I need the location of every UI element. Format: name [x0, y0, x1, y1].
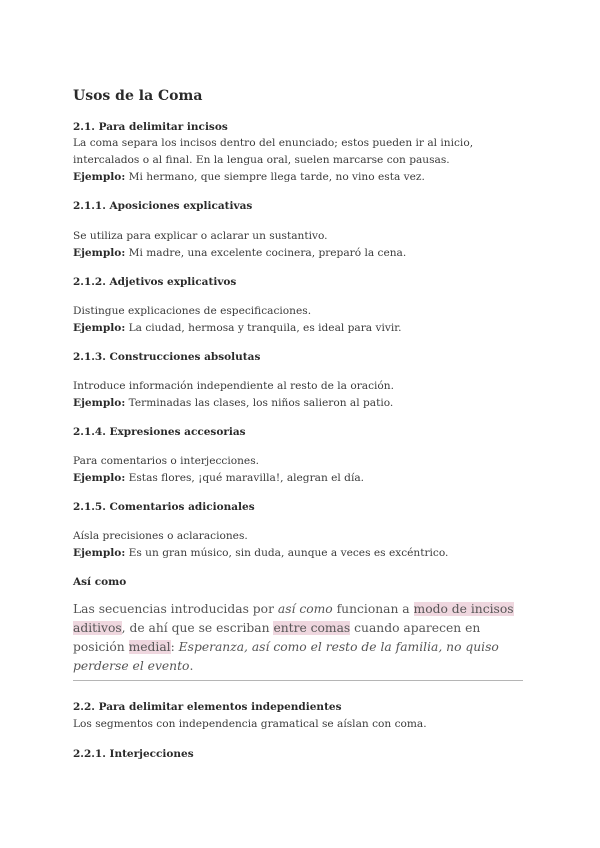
- heading-2-2: 2.2. Para delimitar elementos independientes: [73, 701, 342, 713]
- text-run: funcionan a: [332, 602, 414, 616]
- paragraph-2-1-4: [73, 453, 533, 487]
- heading-2-1-5: 2.1.5. Comentarios adicionales: [73, 501, 255, 513]
- emphasis-run: Esperanza, así como el resto de la familia, no quiso perderse el evento: [73, 640, 499, 673]
- emphasis-run: así como: [277, 602, 333, 616]
- example-text: Terminadas las clases, los niños salieron al patio.: [128, 397, 394, 409]
- text-run: .: [189, 659, 194, 673]
- paragraph-text: Para comentarios o interjecciones.: [73, 455, 260, 467]
- paragraph-2-1-5: [73, 528, 533, 562]
- example-label: Ejemplo:: [73, 247, 126, 259]
- example-text: La ciudad, hermosa y tranquila, es ideal para vivir.: [128, 322, 402, 334]
- paragraph-2-1-1: [73, 228, 533, 262]
- example-text: Mi hermano, que siempre llega tarde, no vino esta vez.: [128, 171, 425, 183]
- heading-asi-como: Así como: [73, 576, 127, 588]
- heading-2-1: 2.1. Para delimitar incisos: [73, 121, 228, 133]
- paragraph-2-1-3: [73, 378, 533, 412]
- text-run: :: [170, 640, 179, 654]
- heading-2-2-1: 2.2.1. Interjecciones: [73, 748, 194, 760]
- paragraph-2-1-2: [73, 303, 533, 337]
- highlight-run: entre comas: [273, 621, 351, 635]
- example-label: Ejemplo:: [73, 547, 126, 559]
- text-run: , de ahí que se escriban: [121, 621, 274, 635]
- horizontal-divider: [73, 680, 523, 681]
- example-label: Ejemplo:: [73, 322, 126, 334]
- example-text: Mi madre, una excelente cocinera, preparó la cena.: [128, 247, 407, 259]
- example-text: Es un gran músico, sin duda, aunque a veces es excéntrico.: [128, 547, 449, 559]
- example-text: Estas flores, ¡qué maravilla!, alegran el día.: [128, 472, 365, 484]
- paragraph-2-1: [73, 135, 533, 186]
- page-title: Usos de la Coma: [73, 88, 203, 104]
- paragraph-2-2: [73, 716, 533, 733]
- highlight-run: medial: [128, 640, 171, 654]
- text-run: Las secuencias introducidas por: [73, 602, 278, 616]
- paragraph-text: Distingue explicaciones de especificaciones.: [73, 305, 312, 317]
- paragraph-asi-como: [73, 600, 533, 676]
- paragraph-text: La coma separa los incisos dentro del enunciado; estos pueden ir al inicio, intercalados o al final. En la lengua oral, suelen marcarse con pausas.: [73, 137, 474, 166]
- paragraph-text: Aísla precisiones o aclaraciones.: [73, 530, 248, 542]
- example-label: Ejemplo:: [73, 397, 126, 409]
- heading-2-1-3: 2.1.3. Construcciones absolutas: [73, 351, 261, 363]
- text-run: cuando aparecen en posición: [73, 621, 481, 654]
- heading-2-1-2: 2.1.2. Adjetivos explicativos: [73, 276, 237, 288]
- paragraph-text: Se utiliza para explicar o aclarar un sustantivo.: [73, 230, 328, 242]
- example-label: Ejemplo:: [73, 472, 126, 484]
- paragraph-text: Los segmentos con independencia gramatical se aíslan con coma.: [73, 718, 427, 730]
- example-label: Ejemplo:: [73, 171, 126, 183]
- paragraph-text: Introduce información independiente al resto de la oración.: [73, 380, 394, 392]
- heading-2-1-4: 2.1.4. Expresiones accesorias: [73, 426, 246, 438]
- highlight-run: modo de incisos aditivos: [73, 602, 514, 635]
- heading-2-1-1: 2.1.1. Aposiciones explicativas: [73, 200, 253, 212]
